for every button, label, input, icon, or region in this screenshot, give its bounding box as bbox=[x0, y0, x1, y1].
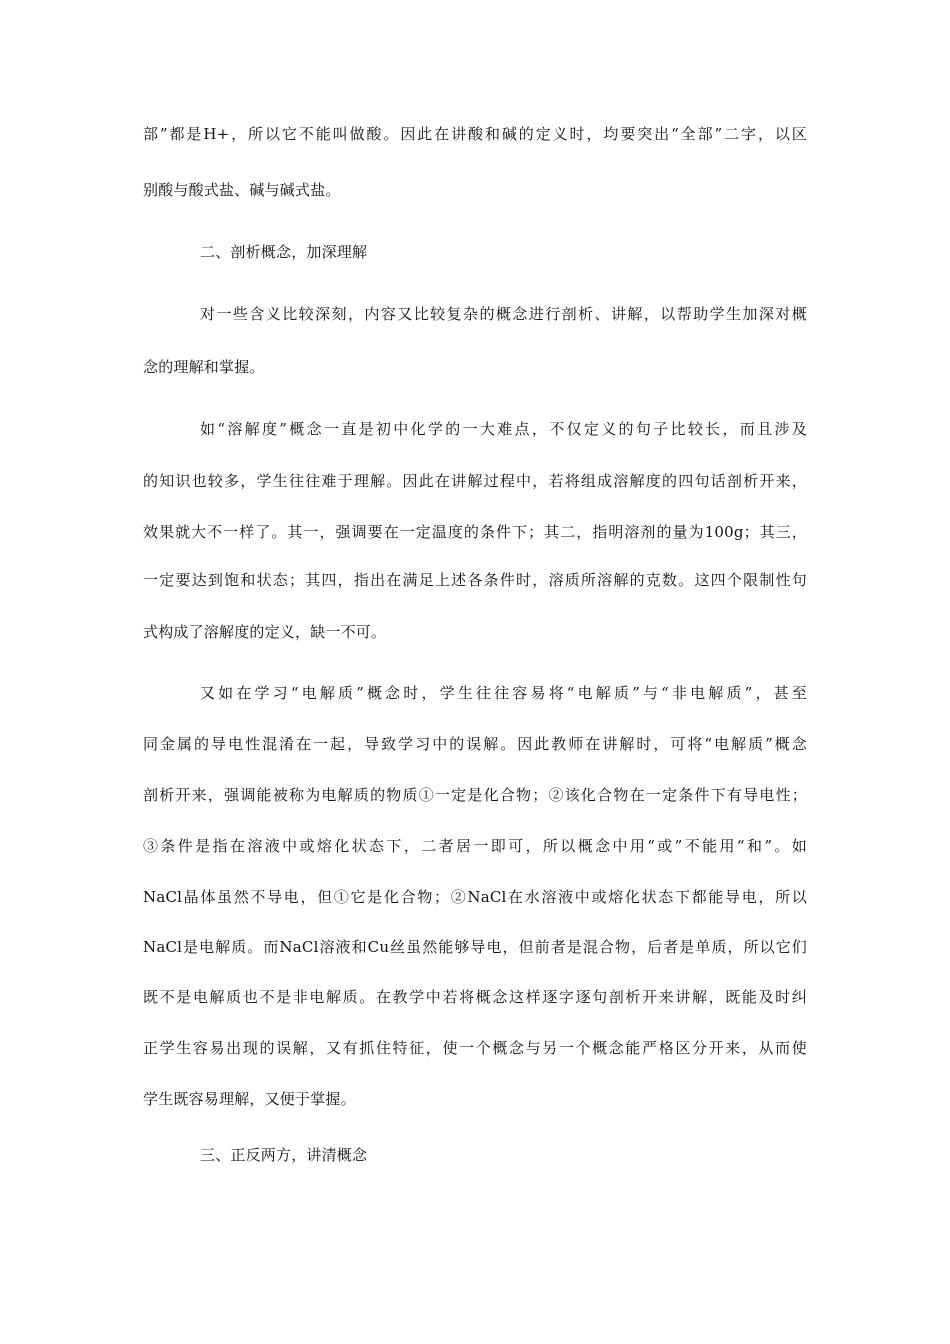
text-line: 别酸与酸式盐、碱与碱式盐。 bbox=[143, 181, 341, 199]
text-line: 效果就大不一样了。其一，强调要在一定温度的条件下；其二，指明溶剂的量为100g；其三， bbox=[143, 523, 807, 541]
text-line: ③条件是指在溶液中或熔化状态下，二者居一即可，所以概念中用“或”不能用“和”。如 bbox=[143, 837, 807, 855]
text-line: 既不是电解质也不是非电解质。在教学中若将概念这样逐字逐句剖析开来讲解，既能及时纠 bbox=[143, 988, 807, 1006]
text-line: 剖析开来，强调能被称为电解质的物质①一定是化合物；②该化合物在一定条件下有导电性； bbox=[143, 786, 807, 804]
text-line: NaCl是电解质。而NaCl溶液和Cu丝虽然能够导电，但前者是混合物，后者是单质，所以它们 bbox=[143, 938, 807, 956]
text-line: 的知识也较多，学生往往难于理解。因此在讲解过程中，若将组成溶解度的四句话剖析开来， bbox=[143, 472, 807, 490]
text-line: 对一些含义比较深刻，内容又比较复杂的概念进行剖析、讲解，以帮助学生加深对概 bbox=[200, 305, 807, 323]
text-line: 式构成了溶解度的定义，缺一不可。 bbox=[143, 623, 387, 641]
text-line: 同金属的导电性混淆在一起，导致学习中的误解。因此教师在讲解时，可将“电解质”概念 bbox=[143, 735, 807, 753]
text-line: 部”都是H+，所以它不能叫做酸。因此在讲酸和碱的定义时，均要突出“全部”二字，以区 bbox=[143, 125, 807, 143]
text-line: 学生既容易理解，又便于掌握。 bbox=[143, 1090, 356, 1108]
text-line: 如“溶解度”概念一直是初中化学的一大难点，不仅定义的句子比较长，而且涉及 bbox=[200, 420, 807, 438]
text-line: 念的理解和掌握。 bbox=[143, 358, 265, 376]
section-heading: 三、正反两方，讲清概念 bbox=[200, 1146, 368, 1164]
text-line: NaCl晶体虽然不导电，但①它是化合物；②NaCl在水溶液中或熔化状态下都能导电，所以 bbox=[143, 888, 807, 906]
text-line: 又如在学习“电解质”概念时，学生往往容易将“电解质”与“非电解质”，甚至 bbox=[200, 684, 807, 702]
text-line: 一定要达到饱和状态；其四，指出在满足上述各条件时，溶质所溶解的克数。这四个限制性句 bbox=[143, 571, 807, 589]
text-line: 正学生容易出现的误解，又有抓住特征，使一个概念与另一个概念能严格区分开来，从而使 bbox=[143, 1039, 807, 1057]
section-heading: 二、剖析概念，加深理解 bbox=[200, 243, 368, 261]
